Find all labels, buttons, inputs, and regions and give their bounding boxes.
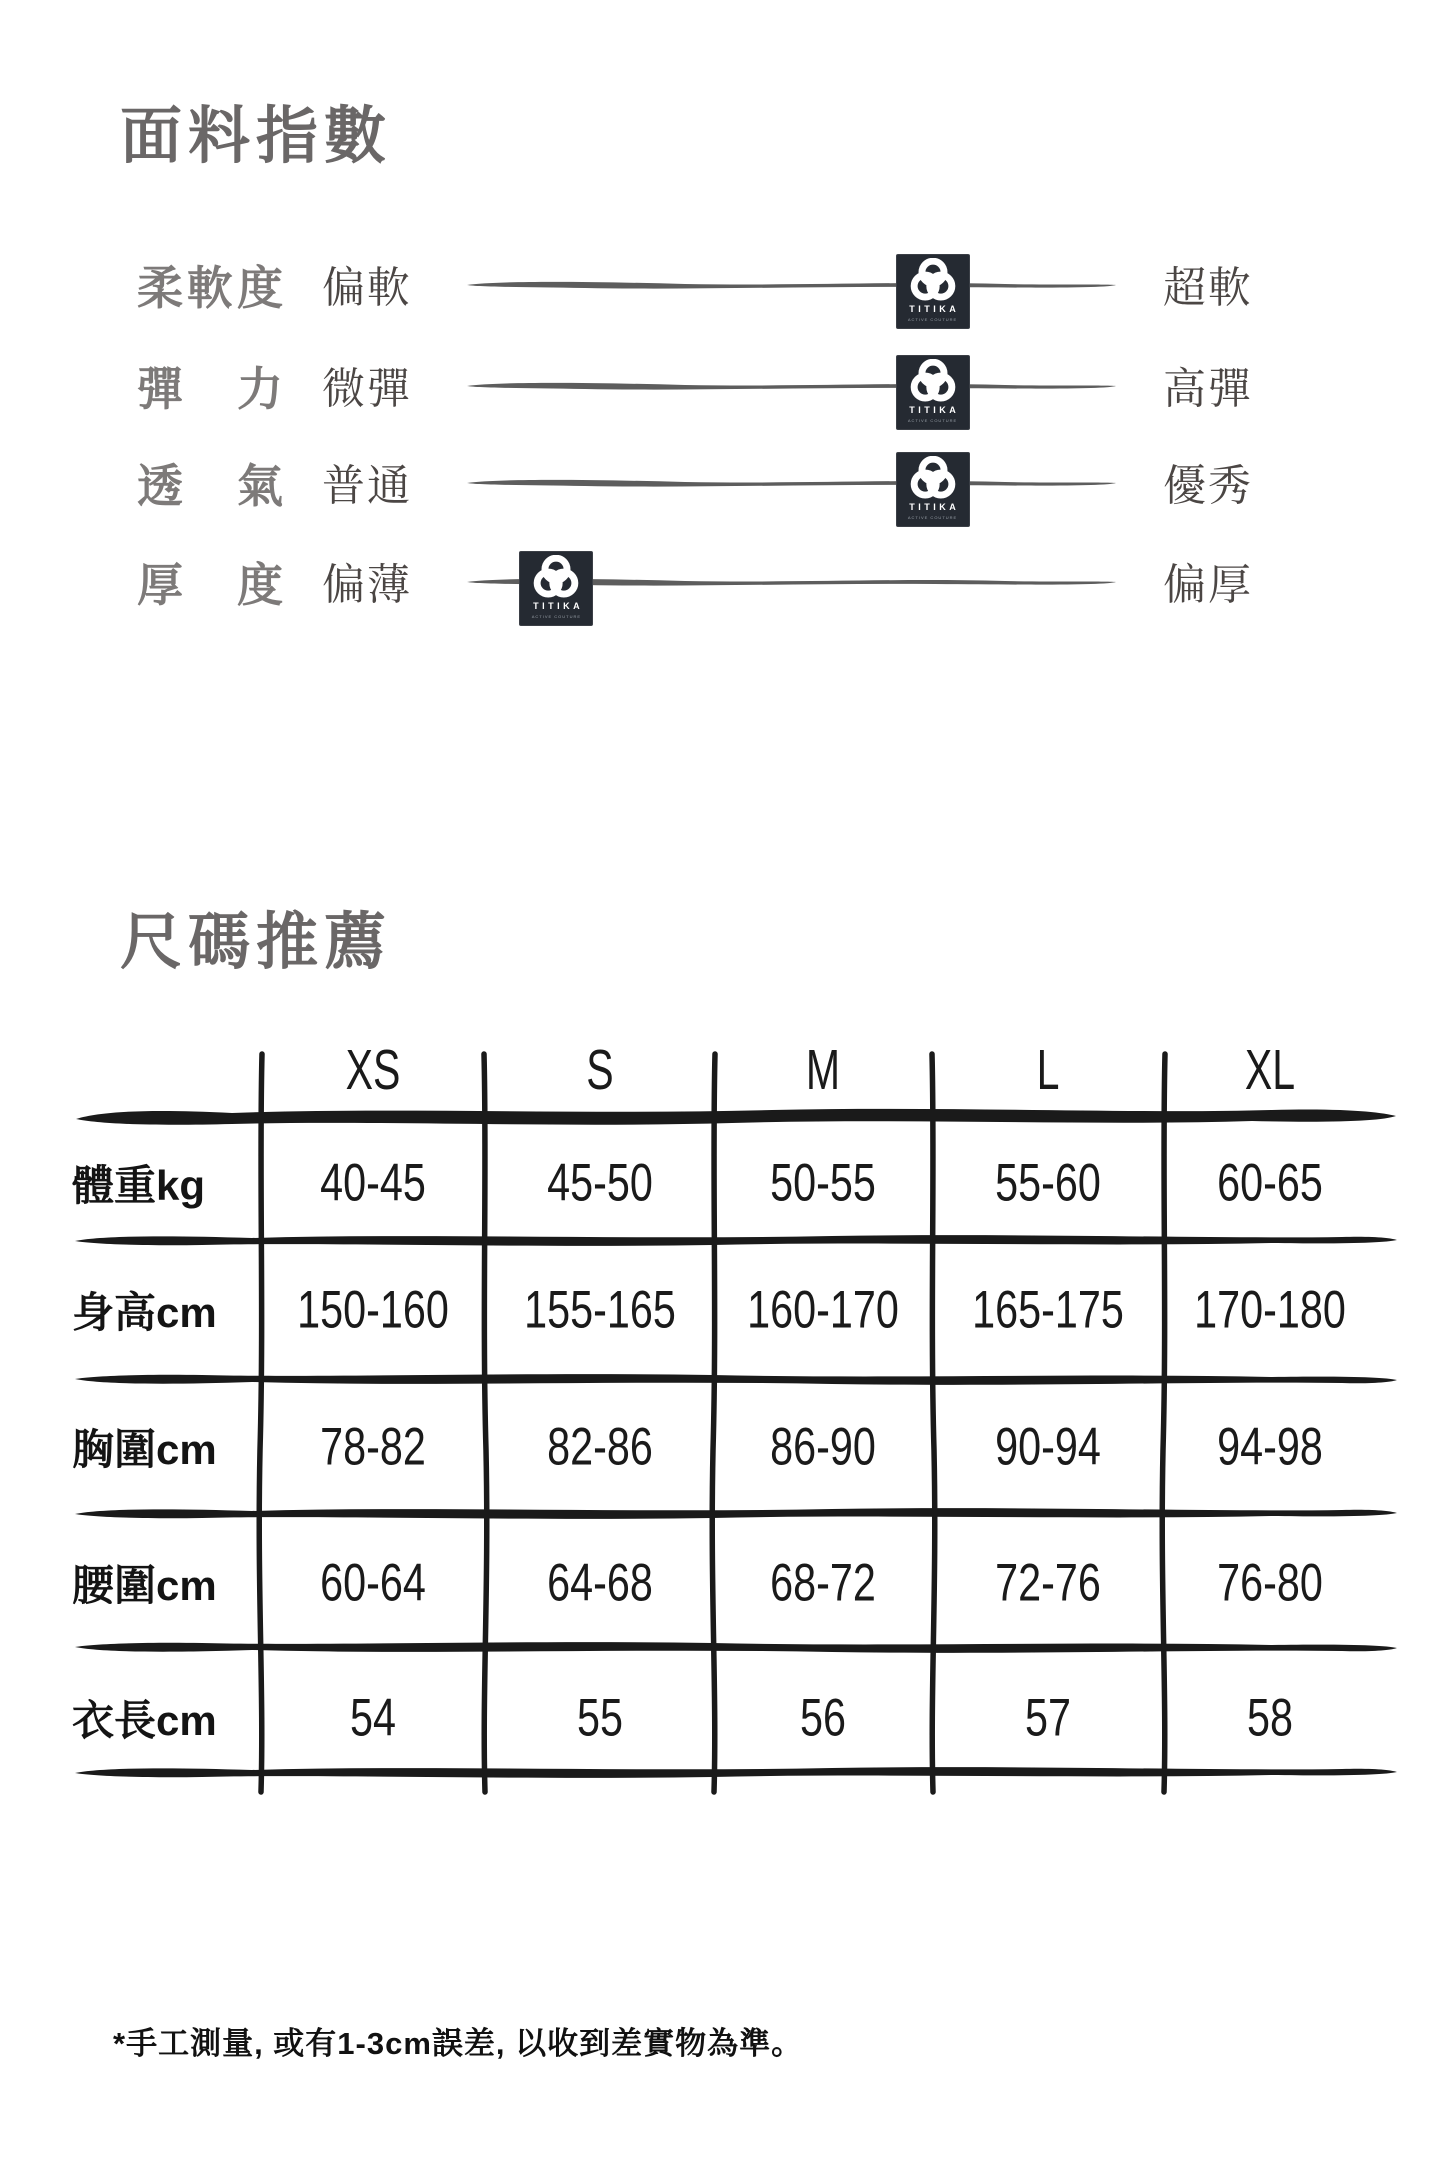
table-grid-hline: [72, 1102, 1400, 1132]
size-cell: 86-90: [770, 1417, 876, 1477]
size-cell: 40-45: [320, 1153, 426, 1213]
size-row-header-weight: 體重kg: [72, 1162, 206, 1209]
size-cell: 55-60: [995, 1153, 1101, 1213]
pencil-line: [465, 379, 1118, 393]
table-grid-hline: [72, 1762, 1400, 1782]
fabric-slider-track: [465, 331, 1118, 441]
fabric-row-elasticity: [0, 331, 1445, 441]
size-cell: 45-50: [547, 1153, 653, 1213]
size-cell: 160-170: [747, 1280, 899, 1340]
table-grid-hline: [72, 1503, 1400, 1523]
brand-slider-marker: [896, 254, 970, 329]
size-cell: 56: [800, 1688, 846, 1748]
size-cell: 50-55: [770, 1153, 876, 1213]
fabric-slider-track: [465, 230, 1118, 340]
size-cell: 58: [1247, 1688, 1293, 1748]
fabric-scale-min-label: 微彈: [322, 366, 412, 414]
fabric-row-thickness: [0, 527, 1445, 637]
brand-name: TITIKA: [909, 405, 960, 415]
fabric-scale-min-label: 偏軟: [322, 265, 412, 313]
table-grid-hline: [72, 1230, 1400, 1250]
brand-tagline: ACTIVE COUTURE: [907, 317, 958, 322]
table-grid-vline: [707, 1050, 721, 1795]
fabric-row-label: 柔軟度: [137, 262, 287, 314]
size-cell: 90-94: [995, 1417, 1101, 1477]
size-cell: 165-175: [972, 1280, 1124, 1340]
titika-trefoil-logo-icon: [909, 359, 957, 405]
titika-trefoil-logo-icon: [909, 258, 957, 304]
fabric-row-breathability: [0, 428, 1445, 538]
size-cell: 76-80: [1217, 1553, 1323, 1613]
pencil-line: [465, 476, 1118, 490]
brand-slider-marker: [896, 452, 970, 527]
fabric-row-softness: [0, 230, 1445, 340]
table-grid-vline: [478, 1050, 492, 1795]
size-col-header-l: L: [1036, 1038, 1060, 1102]
size-cell: 55: [577, 1688, 623, 1748]
size-cell: 68-72: [770, 1553, 876, 1613]
size-row-header-height: 身高cm: [72, 1289, 217, 1336]
size-col-header-s: S: [586, 1038, 614, 1102]
brand-name: TITIKA: [909, 304, 960, 314]
table-grid-vline: [1157, 1050, 1171, 1795]
fabric-scale-max-label: 偏厚: [1163, 562, 1253, 610]
size-cell: 72-76: [995, 1553, 1101, 1613]
fabric-row-label: 厚 度: [137, 559, 287, 611]
fabric-slider-track: [465, 428, 1118, 538]
fabric-scale-min-label: 偏薄: [322, 562, 412, 610]
brand-tagline: ACTIVE COUTURE: [907, 515, 958, 520]
brand-slider-marker: [896, 355, 970, 430]
size-cell: 60-64: [320, 1553, 426, 1613]
brand-tagline: ACTIVE COUTURE: [531, 614, 582, 619]
table-grid-hline: [72, 1638, 1400, 1658]
brand-slider-marker: [519, 551, 593, 626]
fabric-row-label: 透 氣: [137, 460, 287, 512]
fabric-scale-max-label: 超軟: [1163, 265, 1253, 313]
size-row-header-chest: 胸圍cm: [72, 1426, 217, 1473]
size-cell: 82-86: [547, 1417, 653, 1477]
brand-name: TITIKA: [909, 502, 960, 512]
measurement-disclaimer: *手工測量, 或有1-3cm誤差, 以收到差實物為準。: [113, 2026, 804, 2061]
size-cell: 150-160: [297, 1280, 449, 1340]
size-col-header-xs: XS: [345, 1038, 401, 1102]
titika-trefoil-logo-icon: [532, 555, 580, 601]
table-grid-hline: [72, 1370, 1400, 1390]
brand-tagline: ACTIVE COUTURE: [907, 418, 958, 423]
titika-trefoil-logo-icon: [909, 456, 957, 502]
size-row-header-waist: 腰圍cm: [72, 1562, 217, 1609]
size-col-header-xl: XL: [1244, 1038, 1296, 1102]
fabric-slider-track: [465, 527, 1118, 637]
size-col-header-m: M: [805, 1038, 841, 1102]
size-section-title: 尺碼推薦: [120, 908, 393, 977]
size-cell: 57: [1025, 1688, 1071, 1748]
size-cell: 64-68: [547, 1553, 653, 1613]
size-cell: 54: [350, 1688, 396, 1748]
fabric-scale-max-label: 優秀: [1163, 463, 1253, 511]
size-cell: 155-165: [524, 1280, 676, 1340]
fabric-scale-min-label: 普通: [322, 463, 412, 511]
table-grid-vline: [254, 1050, 268, 1795]
fabric-scale-max-label: 高彈: [1163, 366, 1253, 414]
size-row-header-length: 衣長cm: [72, 1697, 217, 1744]
table-grid-vline: [926, 1050, 940, 1795]
fabric-section-title: 面料指數: [120, 102, 393, 171]
fabric-row-label: 彈 力: [137, 363, 287, 415]
size-cell: 94-98: [1217, 1417, 1323, 1477]
size-cell: 170-180: [1194, 1280, 1346, 1340]
size-cell: 78-82: [320, 1417, 426, 1477]
brand-name: TITIKA: [533, 601, 584, 611]
pencil-line: [465, 278, 1118, 292]
size-cell: 60-65: [1217, 1153, 1323, 1213]
